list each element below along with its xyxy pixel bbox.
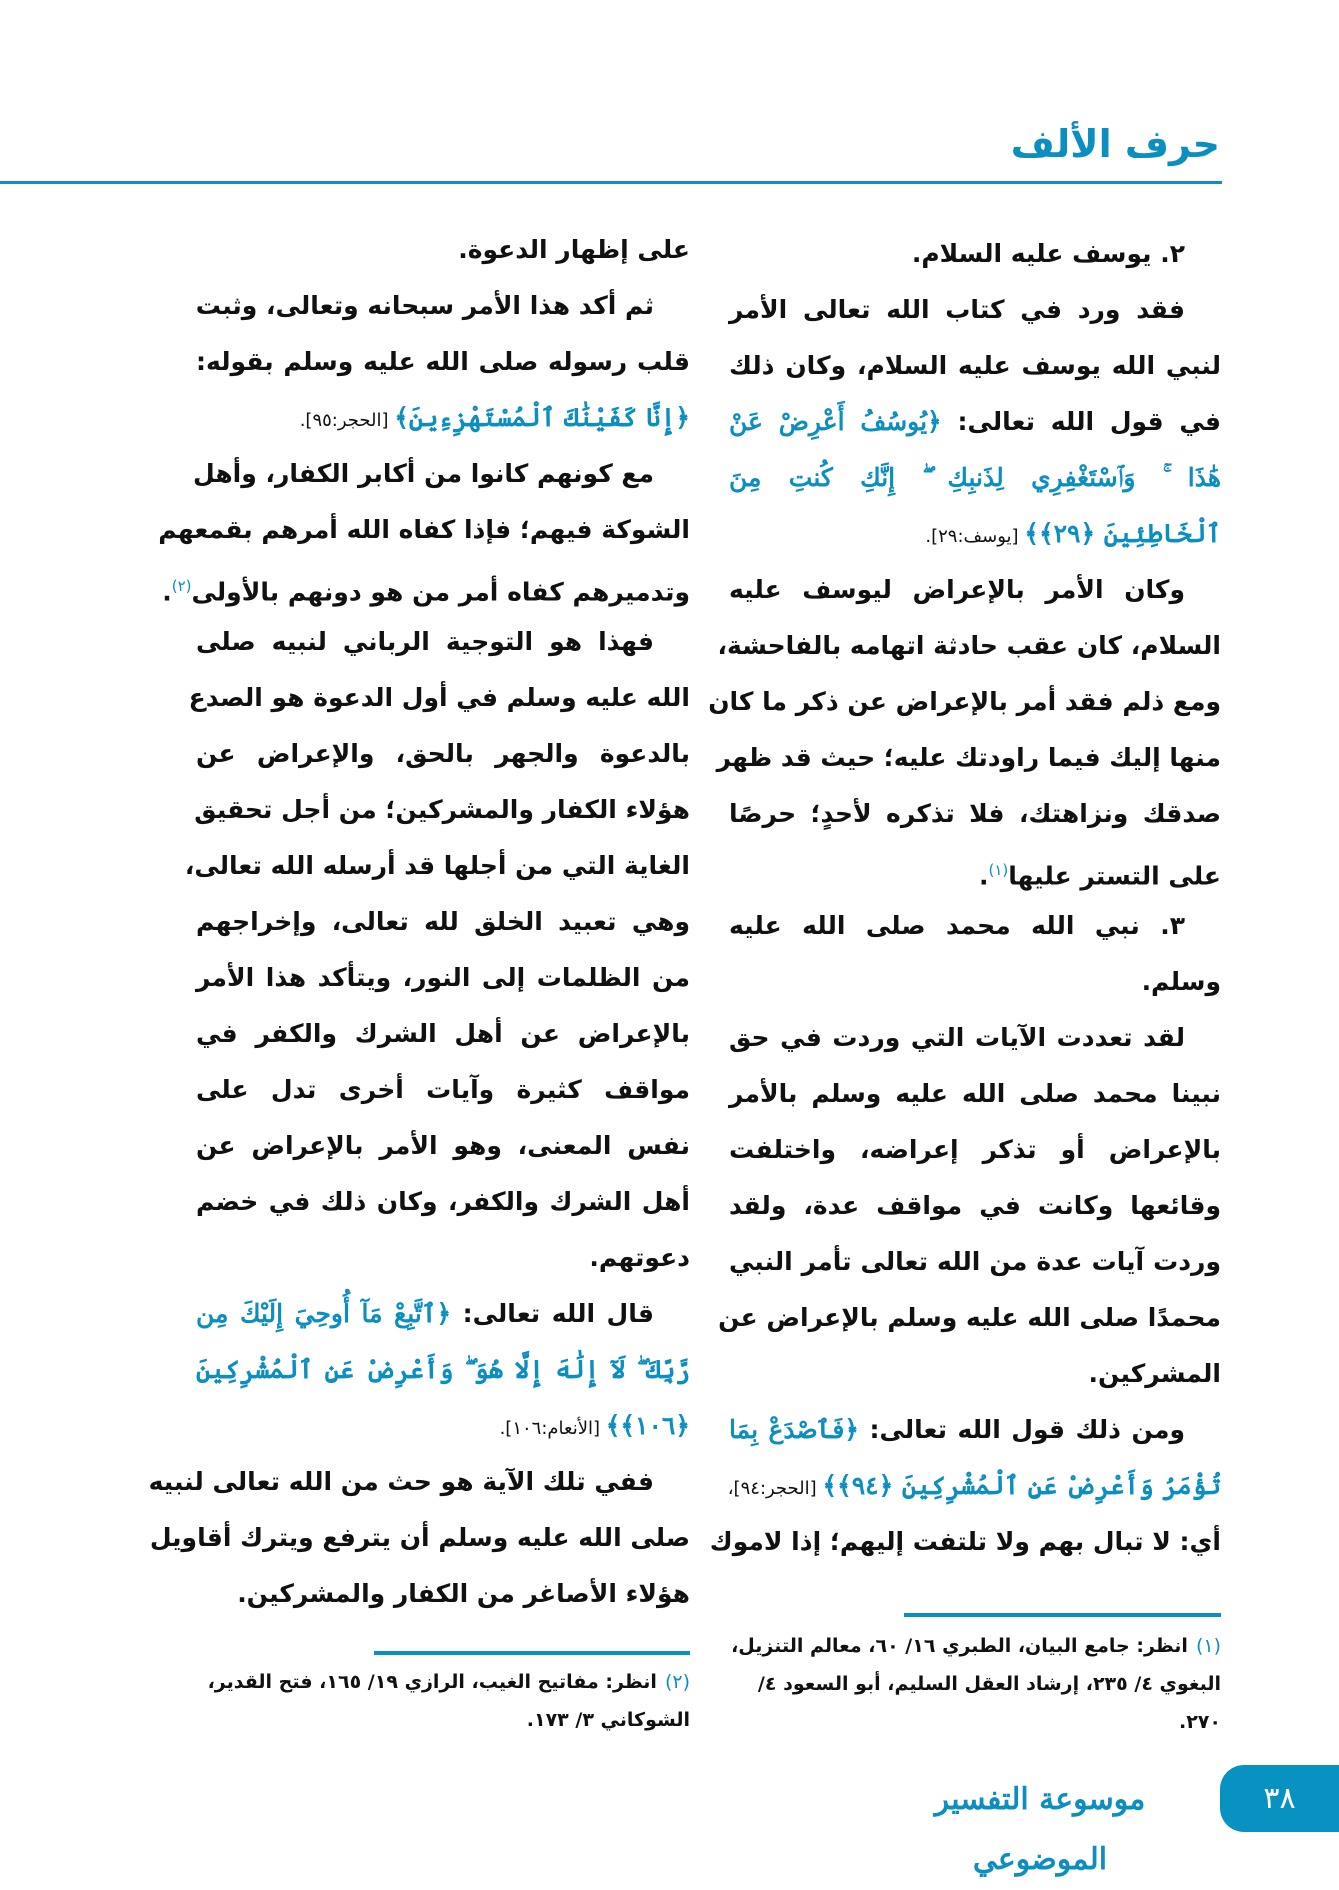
text-line (729, 282, 1221, 338)
text-line (196, 726, 690, 782)
body-text: في قول الله تعالى: (941, 407, 1221, 436)
footnote-2 (196, 1663, 690, 1739)
footnote-marker: (٢) (171, 577, 192, 595)
quran-verse: هَٰذَا ۚ وَٱسْتَغْفِرِي لِذَنبِكِ ۖ إِنَّكِ كُنتِ مِنَ (729, 463, 1221, 492)
body-text: فهذا هو التوجية الرباني لنبيه صلى (196, 627, 654, 656)
footnote-text: انظر: جامع البيان، الطبري ١٦/ ٦٠، معالم التنزيل، البغوي ٤/ ٢٣٥، إرشاد العقل السليم، أبو السعود ٤/ ٢٧٠. (731, 1635, 1221, 1733)
body-text: وقائعها وكانت في مواقف عدة، ولقد (729, 1191, 1221, 1220)
body-text: أي: لا تبال بهم ولا تلتفت إليهم؛ إذا لاموك (709, 1527, 1221, 1556)
body-text: محمدًا صلى الله عليه وسلم بالإعراض عن (718, 1303, 1221, 1332)
quran-verse: ٱلْخَاطِئِينَ ﴿٢٩﴾﴾ (1024, 519, 1221, 548)
text-line (158, 502, 690, 558)
body-text: أهل الشرك والكفر، وكان ذلك في خضم (196, 1187, 690, 1216)
body-text: بالدعوة والجهر بالحق، والإعراض عن (196, 739, 690, 768)
body-text: المشركين. (1088, 1359, 1221, 1388)
text-line (196, 1174, 690, 1230)
text-line (729, 562, 1221, 618)
text-line (193, 446, 690, 502)
text-line (729, 898, 1221, 954)
body-text: على إظهار الدعوة. (458, 235, 690, 264)
text-line (729, 954, 1221, 1010)
body-text: السلام، كان عقب حادثة اتهامه بالفاحشة، (717, 631, 1221, 660)
text-line (148, 1454, 690, 1510)
text-line (196, 334, 690, 390)
body-text: وتدميرهم كفاه أمر من هو دونهم بالأولى (191, 577, 690, 607)
body-text: الله عليه وسلم في أول الدعوة هو الصدع (188, 683, 690, 712)
text-line (729, 450, 1221, 506)
text-line (729, 842, 1221, 898)
body-text: وهي تعبيد الخلق لله تعالى، وإخراجهم (196, 907, 690, 936)
quran-verse: رَّبِّكَ ۖ لَآ إِلَٰهَ إِلَّا هُوَ ۖ وَأَعْرِضْ عَنِ ٱلْمُشْرِكِينَ (196, 1355, 690, 1384)
encyclopedia-logo: موسوعة التفسير الموضوعي (934, 1782, 1146, 1877)
text-line (717, 618, 1221, 674)
text-line (196, 1566, 690, 1622)
body-text: وكان الأمر بالإعراض ليوسف عليه (729, 575, 1185, 604)
text-line (196, 1286, 690, 1342)
text-line (196, 614, 690, 670)
text-line (709, 1514, 1221, 1570)
text-line (188, 670, 690, 726)
footnote-marker: (١) (988, 861, 1009, 879)
body-text: ففي تلك الآية هو حث من الله تعالى لنبيه (148, 1467, 654, 1496)
text-line (729, 226, 1221, 282)
text-line (196, 1398, 690, 1454)
body-text: قال الله تعالى: (451, 1299, 654, 1328)
body-text: وسلم. (1141, 967, 1221, 996)
verse-reference: [الأنعام:١٠٦]. (499, 1418, 606, 1439)
footnote-number: (٢) (664, 1671, 690, 1693)
footnote-rule-right (904, 1613, 1221, 1617)
text-line (729, 786, 1221, 842)
quran-verse: ﴿فَٱصْدَعْ بِمَا (729, 1415, 860, 1444)
chapter-title: حرف الألف (1010, 122, 1220, 166)
text-line (718, 1290, 1221, 1346)
text-line (729, 1178, 1221, 1234)
text-line (729, 1066, 1221, 1122)
body-text: من الظلمات إلى النور، ويتأكد هذا الأمر (196, 963, 690, 992)
verse-reference: [يوسف:٢٩]. (925, 526, 1025, 547)
text-line (196, 1118, 690, 1174)
body-text: نفس المعنى، وهو الأمر بالإعراض عن (196, 1131, 690, 1160)
text-line (729, 1346, 1221, 1402)
text-line (149, 1510, 690, 1566)
quran-verse: ﴿يُوسُفُ أَعْرِضْ عَنْ (729, 407, 942, 436)
text-line (729, 394, 1221, 450)
text-line (184, 838, 690, 894)
text-line (196, 1342, 690, 1398)
body-text: دعوتهم. (589, 1243, 690, 1272)
footnote-1 (729, 1627, 1221, 1741)
quran-verse: ﴿ٱتَّبِعْ مَآ أُوحِيَ إِلَيْكَ مِن (196, 1299, 452, 1328)
body-text: لنبي الله يوسف عليه السلام، وكان ذلك (729, 351, 1221, 380)
punctuation: . (978, 861, 989, 891)
quran-verse: ﴿١٠٦﴾﴾ (605, 1411, 690, 1440)
text-line (196, 222, 690, 278)
page-number: ٣٨ (1220, 1765, 1339, 1832)
body-text: على التستر عليها (1008, 861, 1221, 891)
text-line (716, 730, 1221, 786)
text-line (162, 558, 690, 614)
text-line (729, 1122, 1221, 1178)
body-text: ثم أكد هذا الأمر سبحانه وتعالى، وثبت (195, 291, 654, 320)
body-text: ومن ذلك قول الله تعالى: (859, 1415, 1185, 1444)
body-text: ٣. نبي الله محمد صلى الله عليه (729, 911, 1185, 940)
right-text-column (708, 226, 1221, 1570)
body-text: ومع ذلم فقد أمر بالإعراض عن ذكر ما كان (708, 687, 1221, 716)
verse-reference: [الحجر:٩٥]. (299, 410, 395, 431)
body-text: لقد تعددت الآيات التي وردت في حق (729, 1023, 1185, 1052)
body-text: مواقف كثيرة وآيات أخرى تدل على (196, 1075, 690, 1104)
body-text: ٢. يوسف عليه السلام. (911, 239, 1185, 268)
text-line (729, 1234, 1221, 1290)
text-line (729, 1010, 1221, 1066)
body-text: هؤلاء الأصاغر من الكفار والمشركين. (237, 1579, 690, 1608)
footnote-rule-left (374, 1651, 690, 1655)
text-line (196, 1062, 690, 1118)
left-text-column (148, 222, 690, 1622)
body-text: وردت آيات عدة من الله تعالى تأمر النبي (729, 1247, 1221, 1276)
text-line (196, 390, 690, 446)
text-line (729, 1402, 1221, 1458)
text-line (729, 506, 1221, 562)
text-line (196, 278, 690, 334)
text-line (196, 894, 690, 950)
body-text: صدقك ونزاهتك، فلا تذكره لأحدٍ؛ حرصًا (729, 799, 1221, 828)
text-line (708, 674, 1221, 730)
text-line (196, 1006, 690, 1062)
text-line (196, 950, 690, 1006)
quran-verse: ﴿إِنَّا كَفَيْنَٰكَ ٱلْمُسْتَهْزِءِينَ﴾ (394, 403, 690, 432)
body-text: بالإعراض عن أهل الشرك والكفر في (196, 1019, 690, 1048)
body-text: بالإعراض أو تذكر إعراضه، واختلفت (729, 1135, 1221, 1164)
body-text: قلب رسوله صلى الله عليه وسلم بقوله: (196, 347, 690, 376)
quran-verse: تُؤْمَرُ وَأَعْرِضْ عَنِ ٱلْمُشْرِكِينَ ﴿٩٤﴾﴾ (822, 1471, 1221, 1500)
text-line (196, 1230, 690, 1286)
punctuation: . (162, 577, 172, 607)
body-text: نبينا محمد صلى الله عليه وسلم بالأمر (729, 1079, 1221, 1108)
text-line (729, 338, 1221, 394)
body-text: منها إليك فيما راودتك عليه؛ حيث قد ظهر (716, 743, 1221, 772)
body-text: الغاية التي من أجلها قد أرسله الله تعالى، (184, 851, 690, 880)
footnote-text: انظر: مفاتيح الغيب، الرازي ١٩/ ١٦٥، فتح القدير، الشوكاني ٣/ ١٧٣. (207, 1671, 690, 1731)
header-rule (0, 181, 1222, 184)
body-text: صلى الله عليه وسلم أن يترفع ويترك أقاويل (149, 1523, 690, 1552)
body-text: الشوكة فيهم؛ فإذا كفاه الله أمرهم بقمعهم (158, 515, 690, 544)
verse-reference: [الحجر:٩٤]، (727, 1478, 823, 1499)
body-text: هؤلاء الكفار والمشركين؛ من أجل تحقيق (194, 795, 690, 824)
body-text: فقد ورد في كتاب الله تعالى الأمر (729, 295, 1185, 324)
body-text: مع كونهم كانوا من أكابر الكفار، وأهل (193, 459, 654, 488)
footnote-number: (١) (1195, 1635, 1221, 1657)
text-line (729, 1458, 1221, 1514)
text-line (196, 782, 690, 838)
